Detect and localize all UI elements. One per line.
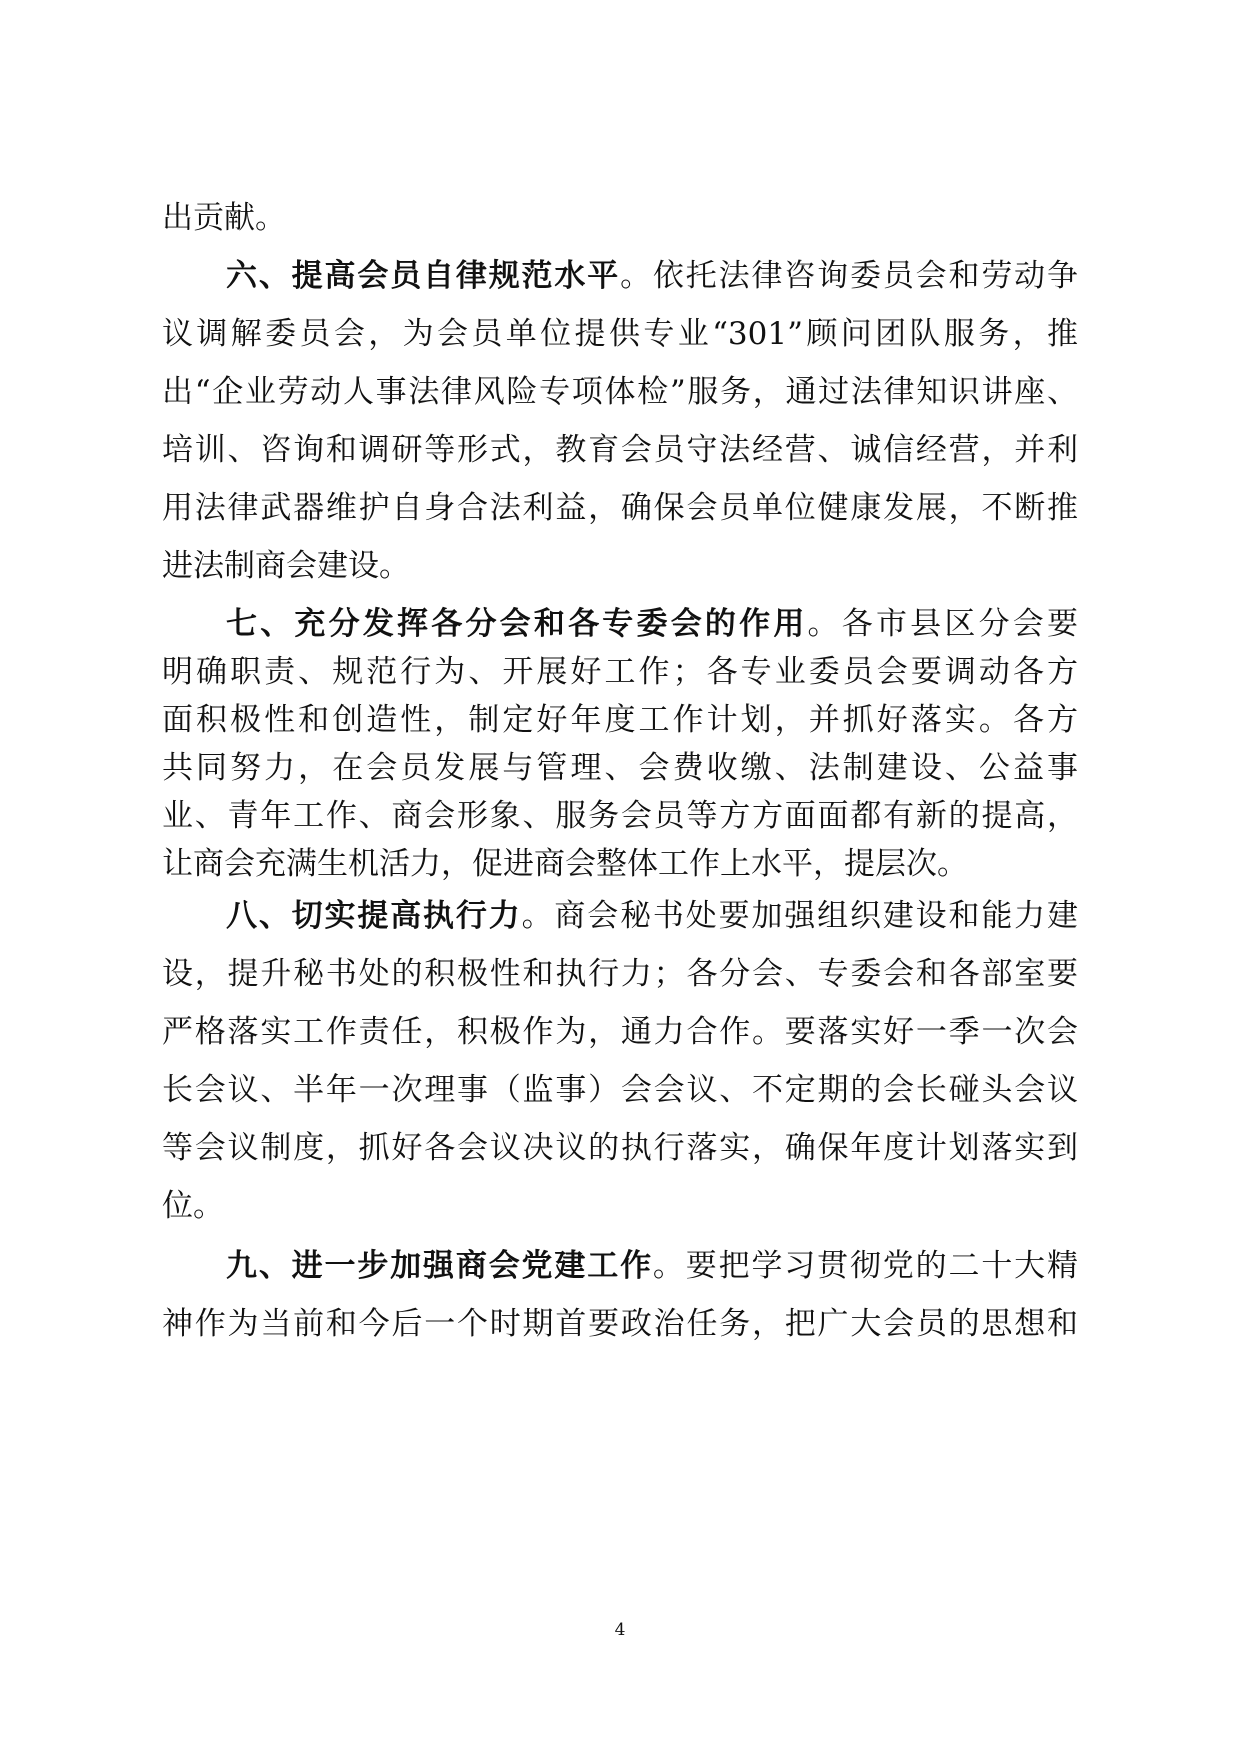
text-line: 位。 — [162, 1188, 224, 1224]
text-line: 出“企业劳动人事法律风险专项体检”服务，通过法律知识讲座、 — [162, 374, 1078, 410]
text-line: 七、充分发挥各分会和各专委会的作用。各市县区分会要 — [226, 606, 1079, 642]
section-heading: 七、充分发挥各分会和各专委会的作用 — [226, 606, 808, 642]
text-line: 六、提高会员自律规范水平。依托法律咨询委员会和劳动争 — [226, 258, 1079, 294]
text-line: 长会议、半年一次理事（监事）会会议、不定期的会长碰头会议 — [162, 1072, 1078, 1108]
text-line: 面积极性和创造性，制定好年度工作计划，并抓好落实。各方 — [162, 702, 1078, 738]
text-line: 培训、咨询和调研等形式，教育会员守法经营、诚信经营，并利 — [162, 432, 1078, 468]
page-number: 4 — [614, 1620, 626, 1640]
text-line: 共同努力，在会员发展与管理、会费收缴、法制建设、公益事 — [162, 750, 1078, 786]
section-heading: 九、进一步加强商会党建工作 — [226, 1248, 653, 1284]
text-line: 用法律武器维护自身合法利益，确保会员单位健康发展，不断推 — [162, 490, 1078, 526]
text-line: 进法制商会建设。 — [162, 548, 410, 584]
text-line: 明确职责、规范行为、开展好工作；各专业委员会要调动各方 — [162, 654, 1078, 690]
text-line: 业、青年工作、商会形象、服务会员等方方面面都有新的提高， — [162, 798, 1078, 834]
text-line: 等会议制度，抓好各会议决议的执行落实，确保年度计划落实到 — [162, 1130, 1078, 1166]
section-heading: 八、切实提高执行力 — [226, 898, 522, 934]
text-line: 九、进一步加强商会党建工作。要把学习贯彻党的二十大精 — [226, 1248, 1079, 1284]
text-line: 出贡献。 — [162, 200, 286, 236]
text-line: 让商会充满生机活力，促进商会整体工作上水平，提层次。 — [162, 846, 968, 882]
text-line: 设，提升秘书处的积极性和执行力；各分会、专委会和各部室要 — [162, 956, 1078, 992]
text-line: 严格落实工作责任，积极作为，通力合作。要落实好一季一次会 — [162, 1014, 1078, 1050]
text-line: 神作为当前和今后一个时期首要政治任务，把广大会员的思想和 — [162, 1306, 1078, 1342]
text-line: 议调解委员会，为会员单位提供专业“301”顾问团队服务，推 — [162, 316, 1078, 352]
text-line: 八、切实提高执行力。商会秘书处要加强组织建设和能力建 — [226, 898, 1079, 934]
section-heading: 六、提高会员自律规范水平 — [226, 258, 621, 294]
